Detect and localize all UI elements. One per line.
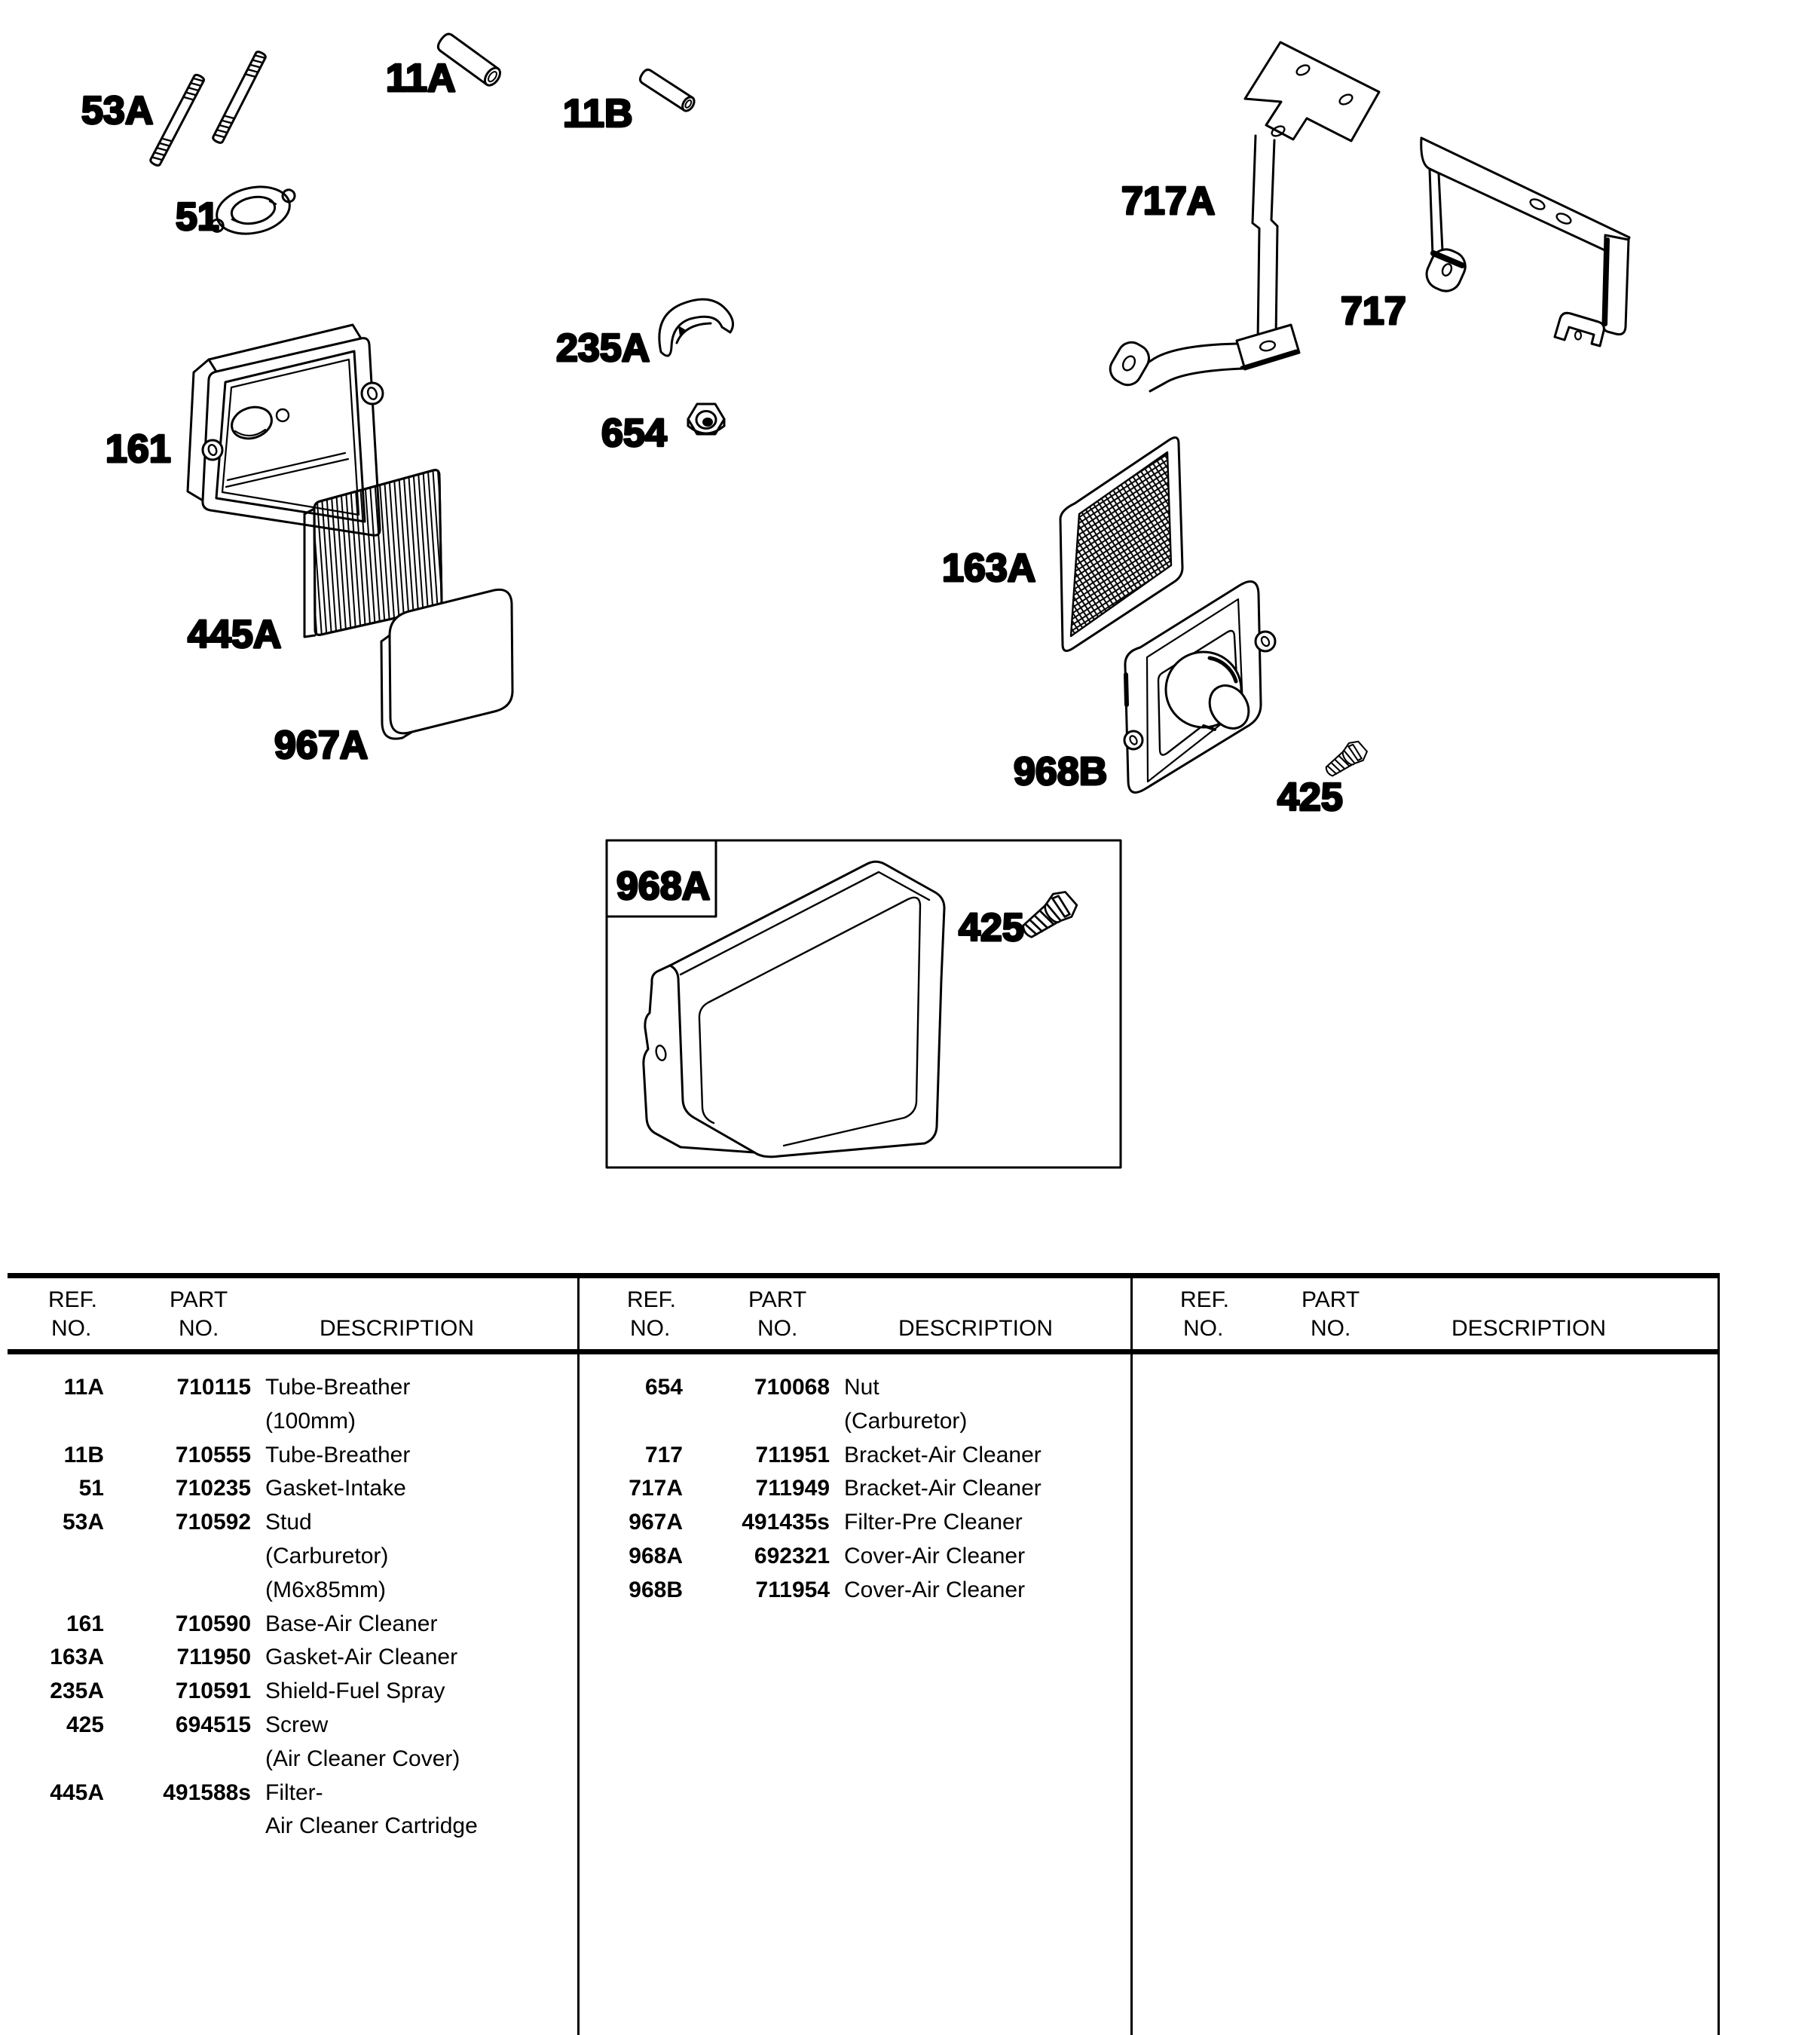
part-11B-tube-breather — [638, 68, 697, 113]
table-cell-part: 711954 — [755, 1578, 830, 1602]
table-cell-description: Screw — [265, 1712, 329, 1737]
col1-header-part-no: NO. — [179, 1316, 219, 1341]
table-cell-part: 711949 — [755, 1476, 830, 1501]
table-cell-ref: 51 — [78, 1476, 104, 1501]
table-cell-part: 491588s — [163, 1780, 251, 1805]
part-label-717: 717 — [1341, 289, 1406, 333]
table-cell-ref: 968B — [629, 1578, 683, 1602]
part-163A-gasket-air-cleaner — [1060, 437, 1182, 650]
col1-header-ref: REF. — [48, 1287, 98, 1312]
table-cell-part: 711951 — [755, 1443, 830, 1467]
part-label-53A: 53A — [81, 89, 154, 133]
table-cell-part: 711950 — [176, 1645, 251, 1669]
col2-header-part-no: NO. — [757, 1316, 798, 1341]
table-cell-description: Gasket-Air Cleaner — [265, 1645, 458, 1669]
table-cell-description: (100mm) — [265, 1409, 356, 1434]
table-cell-description: (Carburetor) — [265, 1544, 389, 1568]
table-header-separator — [8, 1349, 1720, 1354]
part-label-235A: 235A — [556, 326, 650, 370]
part-label-968B: 968B — [1014, 750, 1108, 794]
col3-header-ref-no: NO. — [1183, 1316, 1224, 1341]
table-top-border — [8, 1273, 1720, 1278]
table-cell-part: 692321 — [754, 1544, 830, 1568]
table-cell-description: Filter-Pre Cleaner — [844, 1510, 1023, 1535]
table-cell-ref: 425 — [66, 1712, 104, 1737]
col1-header-ref-no: NO. — [51, 1316, 92, 1341]
table-cell-description: Filter- — [265, 1780, 323, 1805]
table-cell-ref: 11A — [63, 1375, 104, 1400]
col1-header-description: DESCRIPTION — [320, 1316, 475, 1341]
part-425-screw-right — [1321, 737, 1370, 781]
table-cell-part: 710592 — [175, 1510, 251, 1535]
table-cell-description: Stud — [265, 1510, 312, 1535]
col3-header-part: PART — [1302, 1287, 1360, 1312]
table-cell-part: 710590 — [175, 1611, 251, 1636]
col3-header-description: DESCRIPTION — [1451, 1316, 1607, 1341]
table-cell-ref: 235A — [50, 1678, 104, 1703]
part-425-screw-bottom — [1017, 886, 1081, 944]
table-cell-part: 694515 — [175, 1712, 251, 1737]
col2-header-ref-no: NO. — [630, 1316, 671, 1341]
table-cell-part: 710068 — [754, 1375, 830, 1400]
col1-header-part: PART — [170, 1287, 228, 1312]
table-cell-ref: 717A — [629, 1476, 683, 1501]
table-cell-ref: 163A — [50, 1645, 104, 1669]
part-235A-shield-fuel-spray — [659, 299, 733, 356]
table-cell-ref: 161 — [66, 1611, 104, 1636]
table-cell-description: Nut — [844, 1375, 879, 1400]
table-cell-description: Bracket-Air Cleaner — [844, 1476, 1042, 1501]
table-cell-description: Gasket-Intake — [265, 1476, 406, 1501]
table-cell-part: 710115 — [176, 1375, 251, 1400]
part-654-nut-carburetor — [688, 404, 724, 434]
part-label-968A: 968A — [616, 864, 711, 908]
part-label-967A: 967A — [274, 724, 369, 767]
part-51-gasket-intake — [205, 179, 301, 242]
part-label-51: 51 — [176, 195, 219, 239]
table-cell-description: Air Cleaner Cartridge — [265, 1813, 478, 1838]
table-cell-ref: 654 — [644, 1375, 683, 1400]
table-cell-description: Shield-Fuel Spray — [265, 1678, 445, 1703]
table-cell-description: Tube-Breather — [265, 1375, 411, 1400]
col3-header-part-no: NO. — [1311, 1316, 1351, 1341]
col2-header-part: PART — [748, 1287, 807, 1312]
table-cell-ref: 968A — [629, 1544, 683, 1568]
table-divider-1 — [577, 1273, 580, 2035]
table-cell-description: (Carburetor) — [844, 1409, 968, 1434]
part-label-163A: 163A — [942, 546, 1036, 590]
table-divider-2 — [1130, 1273, 1133, 2035]
part-717-bracket-air-cleaner — [1421, 138, 1629, 346]
table-cell-description: Cover-Air Cleaner — [844, 1544, 1026, 1568]
table-cell-part: 710555 — [175, 1443, 251, 1467]
table-cell-description: (Air Cleaner Cover) — [265, 1746, 460, 1771]
col3-header-ref: REF. — [1180, 1287, 1230, 1312]
part-label-161: 161 — [106, 427, 171, 471]
table-cell-part: 710591 — [175, 1678, 251, 1703]
table-cell-ref: 717 — [644, 1443, 683, 1467]
part-53A-stud-carburetor — [149, 50, 266, 167]
part-label-445A: 445A — [188, 613, 282, 656]
table-cell-description: Tube-Breather — [265, 1443, 411, 1467]
table-cell-description: (M6x85mm) — [265, 1578, 387, 1602]
part-label-425-right: 425 — [1277, 776, 1343, 819]
part-label-717A: 717A — [1121, 179, 1216, 223]
table-cell-description: Cover-Air Cleaner — [844, 1578, 1026, 1602]
part-968B-cover-air-cleaner — [1124, 582, 1275, 793]
table-cell-ref: 53A — [62, 1510, 104, 1535]
table-cell-ref: 11B — [63, 1443, 104, 1467]
table-cell-description: Bracket-Air Cleaner — [844, 1443, 1042, 1467]
table-cell-description: Base-Air Cleaner — [265, 1611, 438, 1636]
table-cell-ref: 967A — [629, 1510, 683, 1535]
col2-header-ref: REF. — [627, 1287, 677, 1312]
part-label-425-bottom: 425 — [959, 906, 1024, 950]
table-right-border — [1718, 1273, 1720, 2035]
part-label-11A: 11A — [386, 57, 456, 100]
table-cell-part: 491435s — [742, 1510, 830, 1535]
col2-header-description: DESCRIPTION — [898, 1316, 1054, 1341]
table-cell-ref: 445A — [50, 1780, 104, 1805]
table-cell-part: 710235 — [175, 1476, 251, 1501]
part-label-11B: 11B — [563, 92, 633, 136]
part-label-654: 654 — [601, 412, 667, 455]
